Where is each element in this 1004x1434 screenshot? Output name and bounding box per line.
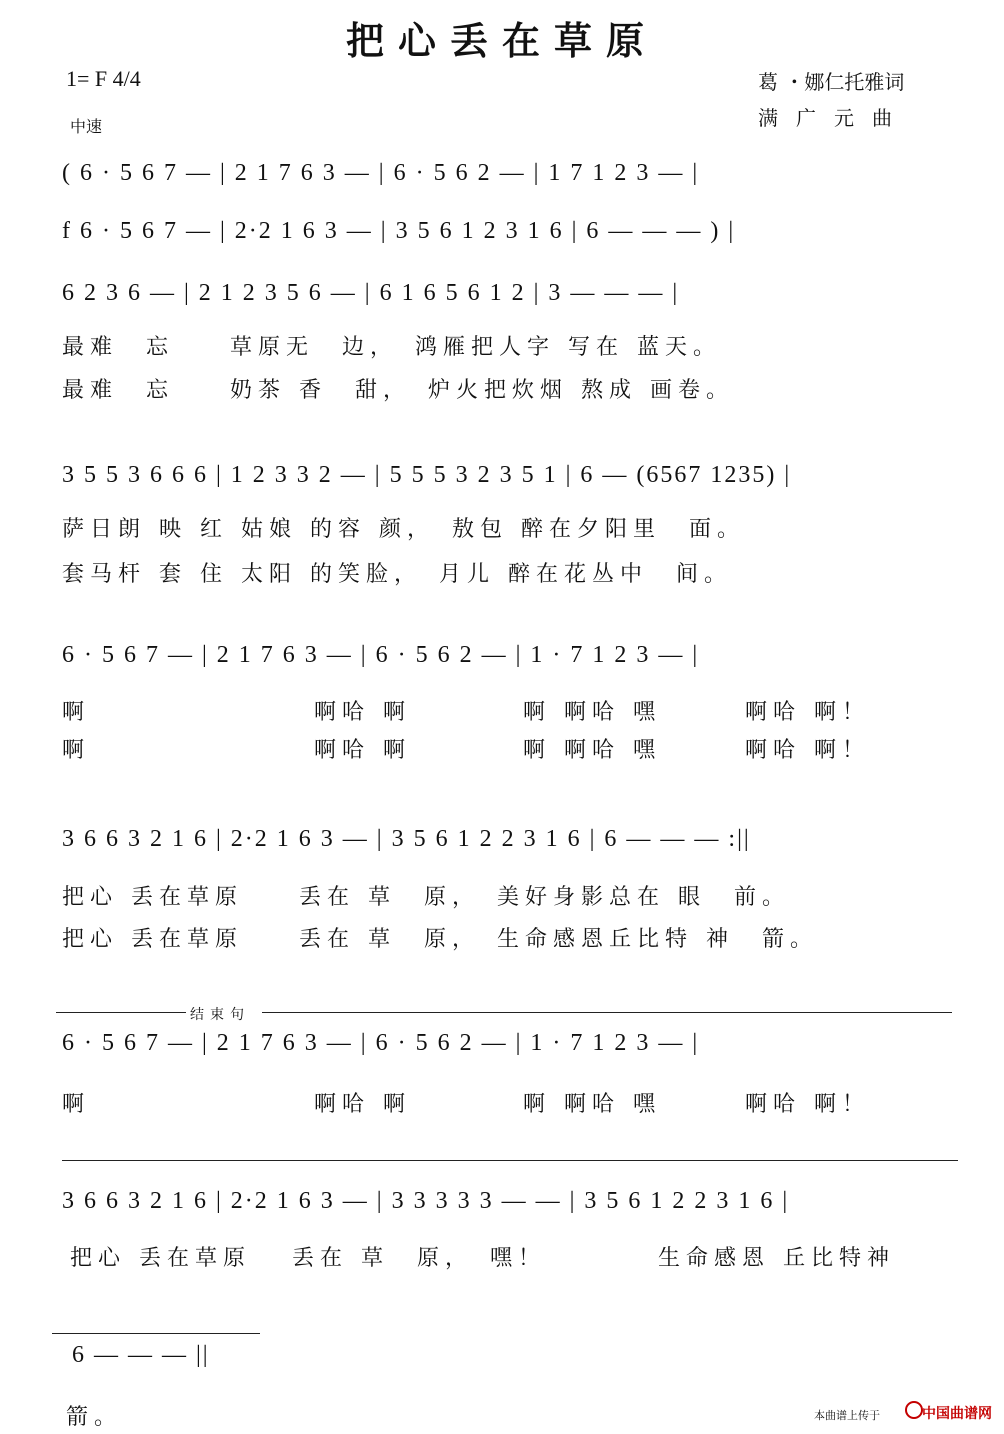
- lyric-line: 套马杆 套 住 太阳 的笑脸， 月儿 醉在花丛中 间。: [62, 562, 732, 587]
- notation-line: 6 2 3 6 — | 2 1 2 3 5 6 — | 6 1 6 5 6 1 2 | 3 — — — |: [62, 280, 680, 306]
- lyric-line: 最难 忘 草原无 边， 鸿雁把人字 写在 蓝天。: [62, 335, 721, 360]
- composer-credit: 满广元曲: [758, 106, 910, 130]
- lyric-line: 把心 丢在草原 丢在 草 原， 嘿！ 生命感恩 丘比特神: [70, 1246, 895, 1271]
- score-row-5: [62, 642, 964, 669]
- score-row-8: [62, 1188, 964, 1215]
- section-line: [62, 1160, 958, 1161]
- lyric-line: 最难 忘 奶茶 香 甜， 炉火把炊烟 熬成 画卷。: [62, 378, 734, 403]
- lyric-line: 箭。: [66, 1405, 123, 1430]
- lyric-line: 把心 丢在草原 丢在 草 原， 生命感恩丘比特 神 箭。: [62, 927, 818, 952]
- score-row-1: [62, 160, 964, 187]
- notation-line: 3 6 6 3 2 1 6 | 2·2 1 6 3 — | 3 3 3 3 3 — — | 3 5 6 1 2 2 3 1 6 |: [62, 1188, 790, 1214]
- score-row-3: [62, 280, 964, 307]
- notation-line: 3 5 5 3 6 6 6 | 1 2 3 3 2 — | 5 5 5 3 2 3 5 1 | 6 — (6567 1235) |: [62, 462, 792, 488]
- lyric-line: 啊 啊哈 啊 啊 啊哈 嘿 啊哈 啊！: [62, 1092, 870, 1117]
- notation-line: ( 6 · 5 6 7 — | 2 1 7 6 3 — | 6 · 5 6 2 — | 1 7 1 2 3 — |: [62, 160, 700, 186]
- ending-label: 结束句: [190, 1007, 250, 1023]
- score-row-9: [72, 1342, 964, 1369]
- ending-bracket-line: [56, 1012, 186, 1013]
- score-row-2: [62, 218, 964, 245]
- footer-upload-text: 本曲谱上传于: [814, 1409, 880, 1422]
- tempo-marking: 中速: [70, 117, 103, 136]
- ending-bracket-line: [262, 1012, 952, 1013]
- notation-line: 6 · 5 6 7 — | 2 1 7 6 3 — | 6 · 5 6 2 — | 1 · 7 1 2 3 — |: [62, 1030, 700, 1056]
- site-name[interactable]: 中国曲谱网: [922, 1406, 992, 1422]
- lyric-line: 啊 啊哈 啊 啊 啊哈 嘿 啊哈 啊！: [62, 700, 870, 725]
- notation-line: 6 · 5 6 7 — | 2 1 7 6 3 — | 6 · 5 6 2 — | 1 · 7 1 2 3 — |: [62, 642, 700, 668]
- notation-line: 6 — — — ||: [72, 1342, 210, 1368]
- key-signature: 1= F 4/4: [66, 66, 141, 91]
- lyric-line: 萨日朗 映 红 姑娘 的容 颜， 敖包 醉在夕阳里 面。: [62, 517, 745, 542]
- page-title: 把心丢在草原: [345, 18, 658, 63]
- section-line: [52, 1333, 260, 1334]
- notation-line: 3 6 6 3 2 1 6 | 2·2 1 6 3 — | 3 5 6 1 2 2 3 1 6 | 6 — — — :||: [62, 826, 751, 852]
- site-logo-icon: [905, 1401, 923, 1419]
- score-row-7: [62, 1030, 964, 1057]
- lyric-line: 把心 丢在草原 丢在 草 原， 美好身影总在 眼 前。: [62, 885, 790, 910]
- lyricist-credit: 葛 ・娜仁托雅词: [758, 70, 905, 94]
- score-row-6: [62, 826, 964, 853]
- score-row-4: [62, 462, 964, 489]
- notation-line: f 6 · 5 6 7 — | 2·2 1 6 3 — | 3 5 6 1 2 3 1 6 | 6 — — — ) |: [62, 218, 736, 244]
- lyric-line: 啊 啊哈 啊 啊 啊哈 嘿 啊哈 啊！: [62, 738, 870, 763]
